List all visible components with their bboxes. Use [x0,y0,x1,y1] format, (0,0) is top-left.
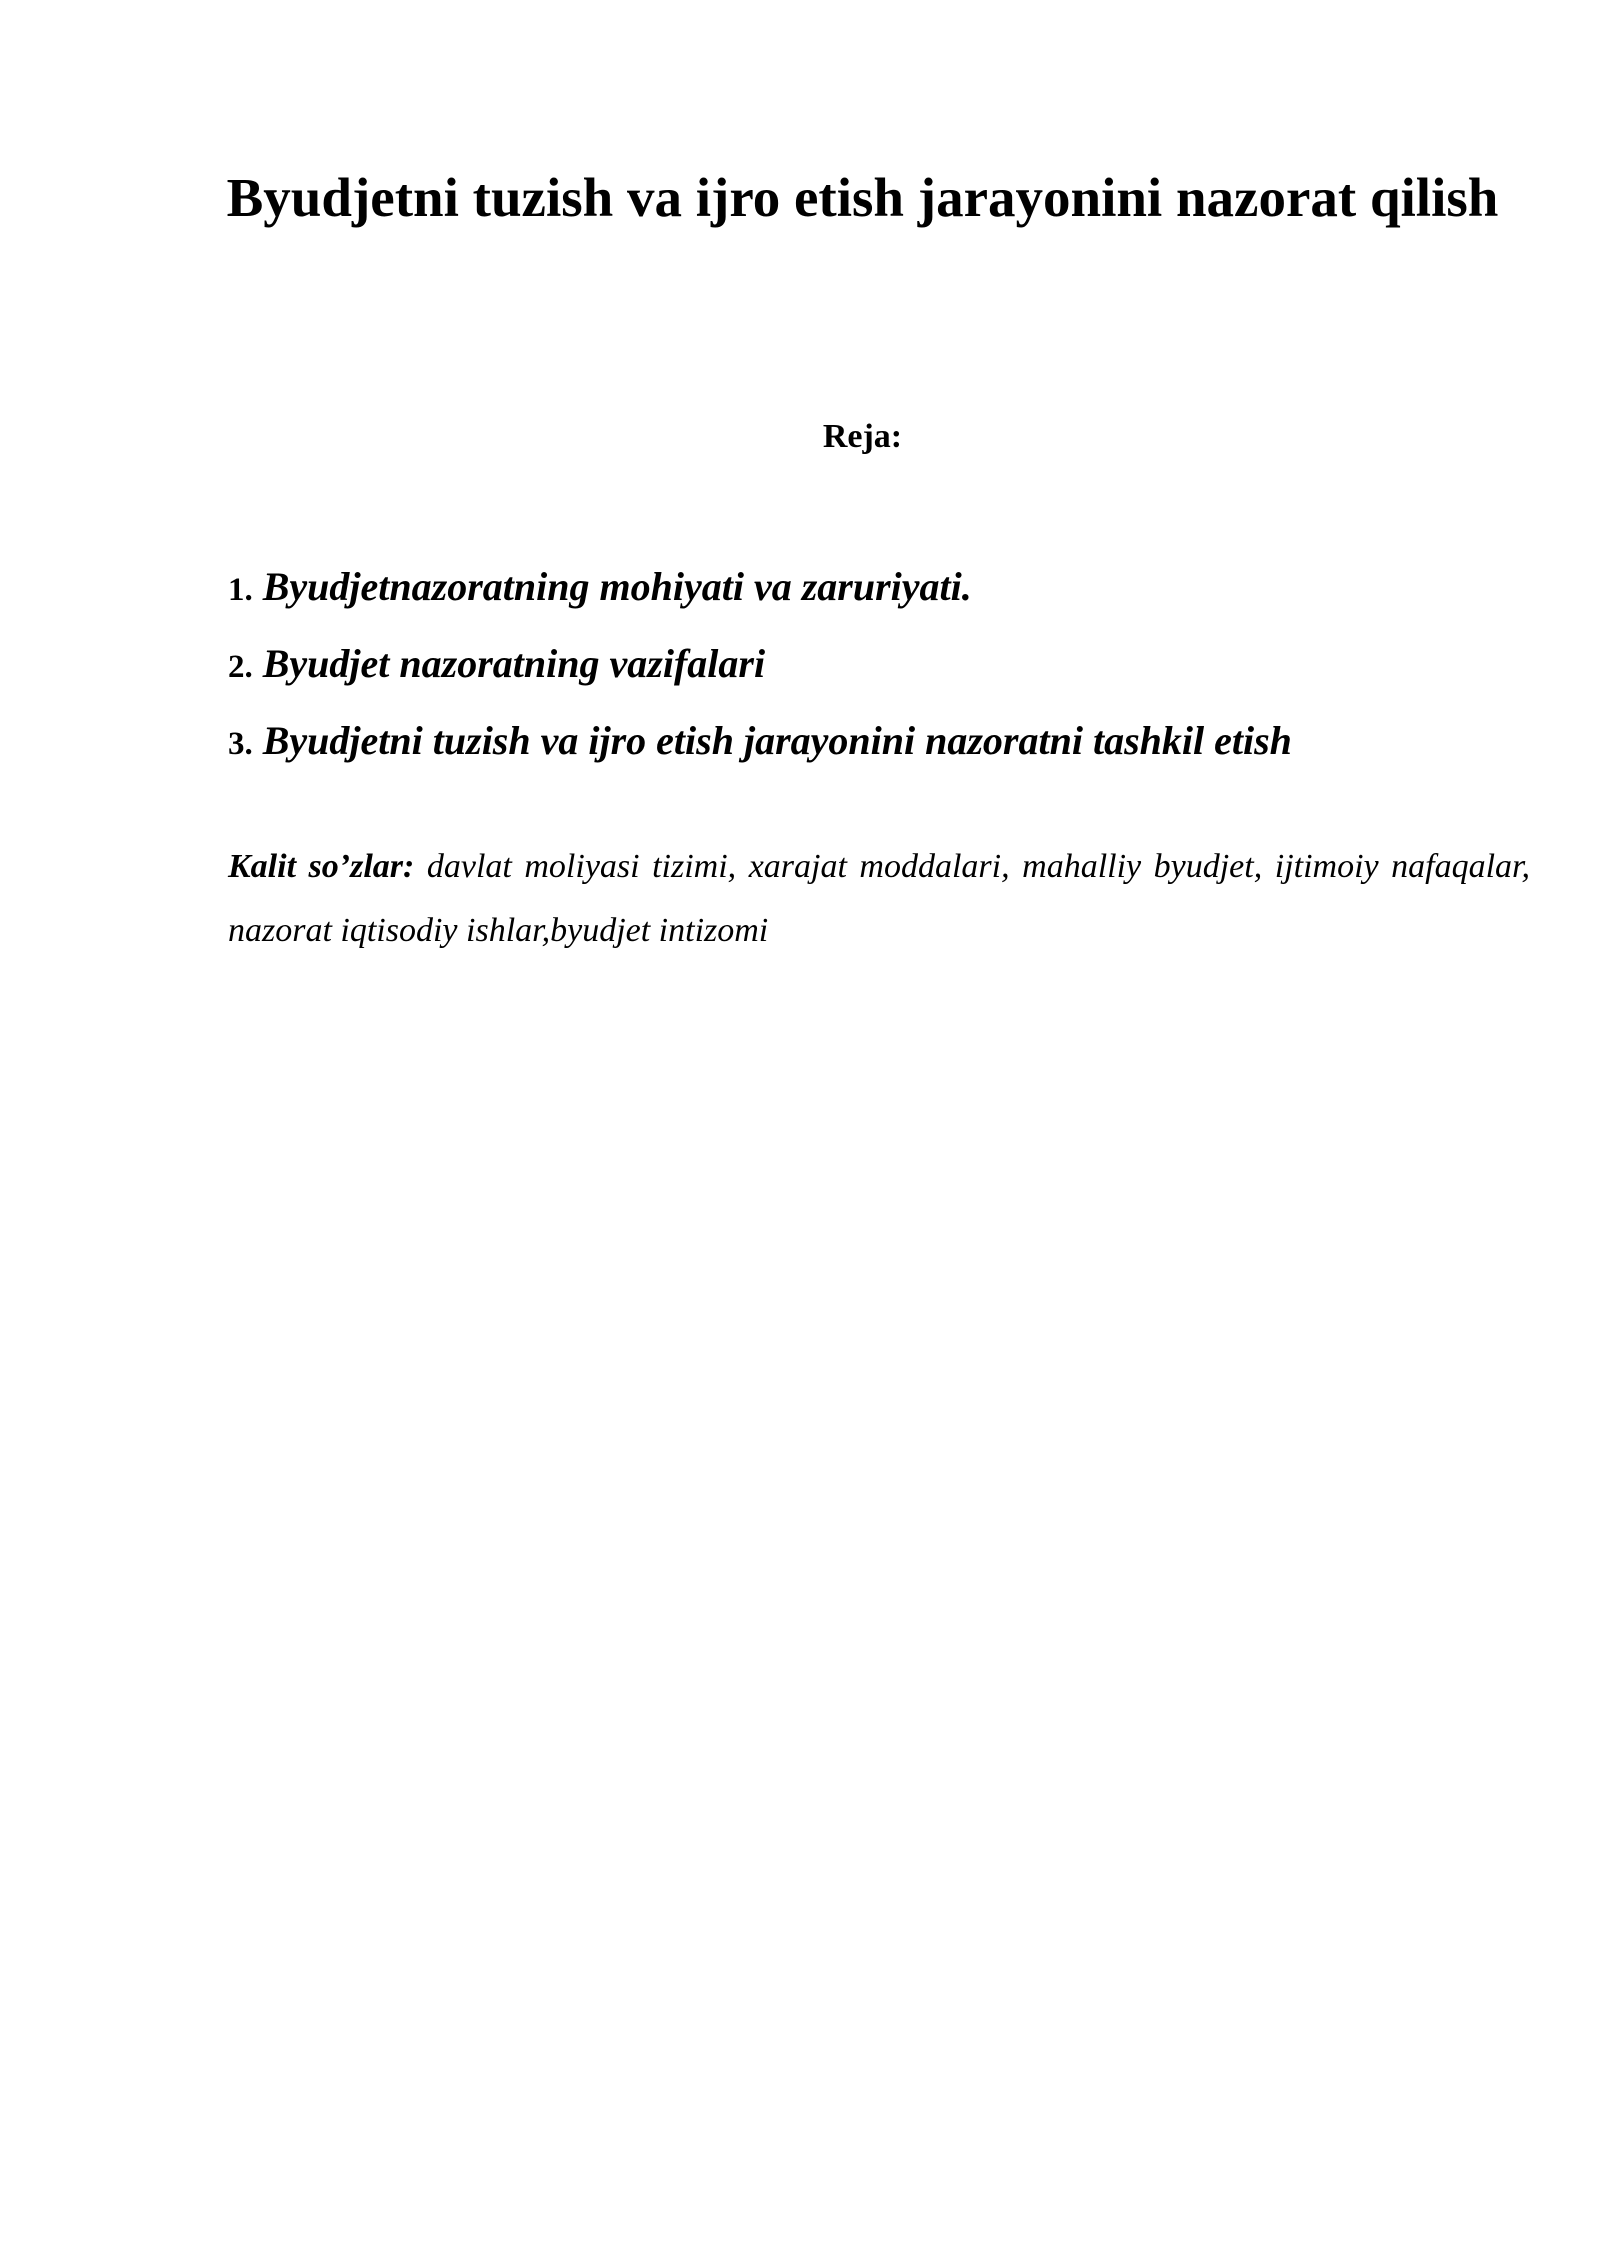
plan-list [228,550,1292,781]
keywords-label: Kalit so’zlar: [228,848,415,885]
keywords-text: davlat moliyasi tizimi, xarajat moddalari, mahalliy byudjet, ijtimoiy nafaqalar, nazorat iqtisodiy ishlar,byudjet intizomi [228,848,1530,949]
plan-item-3 [228,704,1292,781]
plan-item-text: Byudjetni tuzish va ijro etish jarayonini nazoratni tashkil etish [262,718,1292,763]
plan-item-text: Byudjet nazoratning vazifalari [262,641,766,686]
plan-heading: Reja: [822,418,903,455]
plan-item-number: 1. [228,572,253,608]
plan-item-1 [228,550,1292,627]
plan-item-number: 3. [228,726,253,762]
plan-item-2 [228,627,1292,704]
keywords-paragraph [228,835,1530,963]
plan-item-number: 2. [228,649,253,685]
document-title: Byudjetni tuzish va ijro etish jarayonini nazorat qilish [226,167,1499,228]
plan-item-text: Byudjetnazoratning mohiyati va zaruriyati. [262,564,972,609]
